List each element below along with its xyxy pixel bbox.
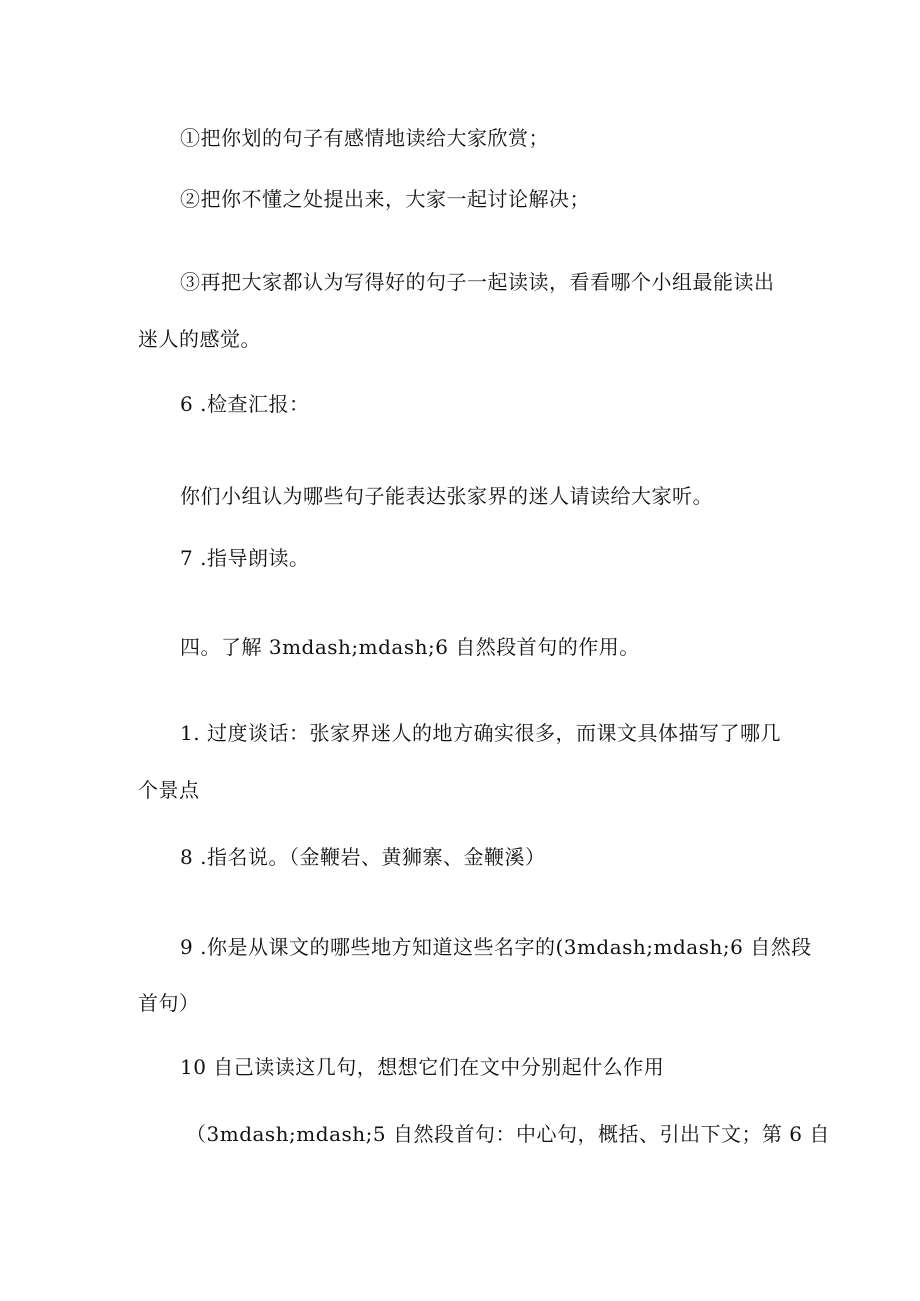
paragraph-line-13: 首句） [138,991,200,1015]
paragraph-line-3: ③再把大家都认为写得好的句子一起读读，看看哪个小组最能读出 [180,270,775,294]
paragraph-line-12: 9 .你是从课文的哪些地方知道这些名字的(3mdash;mdash;6 自然段 [180,935,812,959]
section-4-heading: 四。了解 3mdash;mdash;6 自然段首句的作用。 [180,635,640,659]
section-6-heading: 6 .检查汇报： [180,392,310,416]
section-8-heading: 8 .指名说。（金鞭岩、黄狮寨、金鞭溪） [180,845,546,869]
paragraph-line-4: 迷人的感觉。 [138,327,261,351]
paragraph-line-15: （3mdash;mdash;5 自然段首句：中心句，概括、引出下文；第 6 自 [186,1122,830,1146]
section-7-heading: 7 .指导朗读。 [180,546,310,570]
paragraph-line-6: 你们小组认为哪些句子能表达张家界的迷人请读给大家听。 [180,484,713,508]
paragraph-line-10: 个景点 [138,778,200,802]
paragraph-line-9: 1. 过度谈话：张家界迷人的地方确实很多，而课文具体描写了哪几 [180,721,781,745]
paragraph-line-1: ①把你划的句子有感情地读给大家欣赏； [180,126,549,150]
section-10-heading: 10 自己读读这几句，想想它们在文中分别起什么作用 [180,1055,665,1079]
paragraph-line-2: ②把你不懂之处提出来，大家一起讨论解决； [180,187,590,211]
